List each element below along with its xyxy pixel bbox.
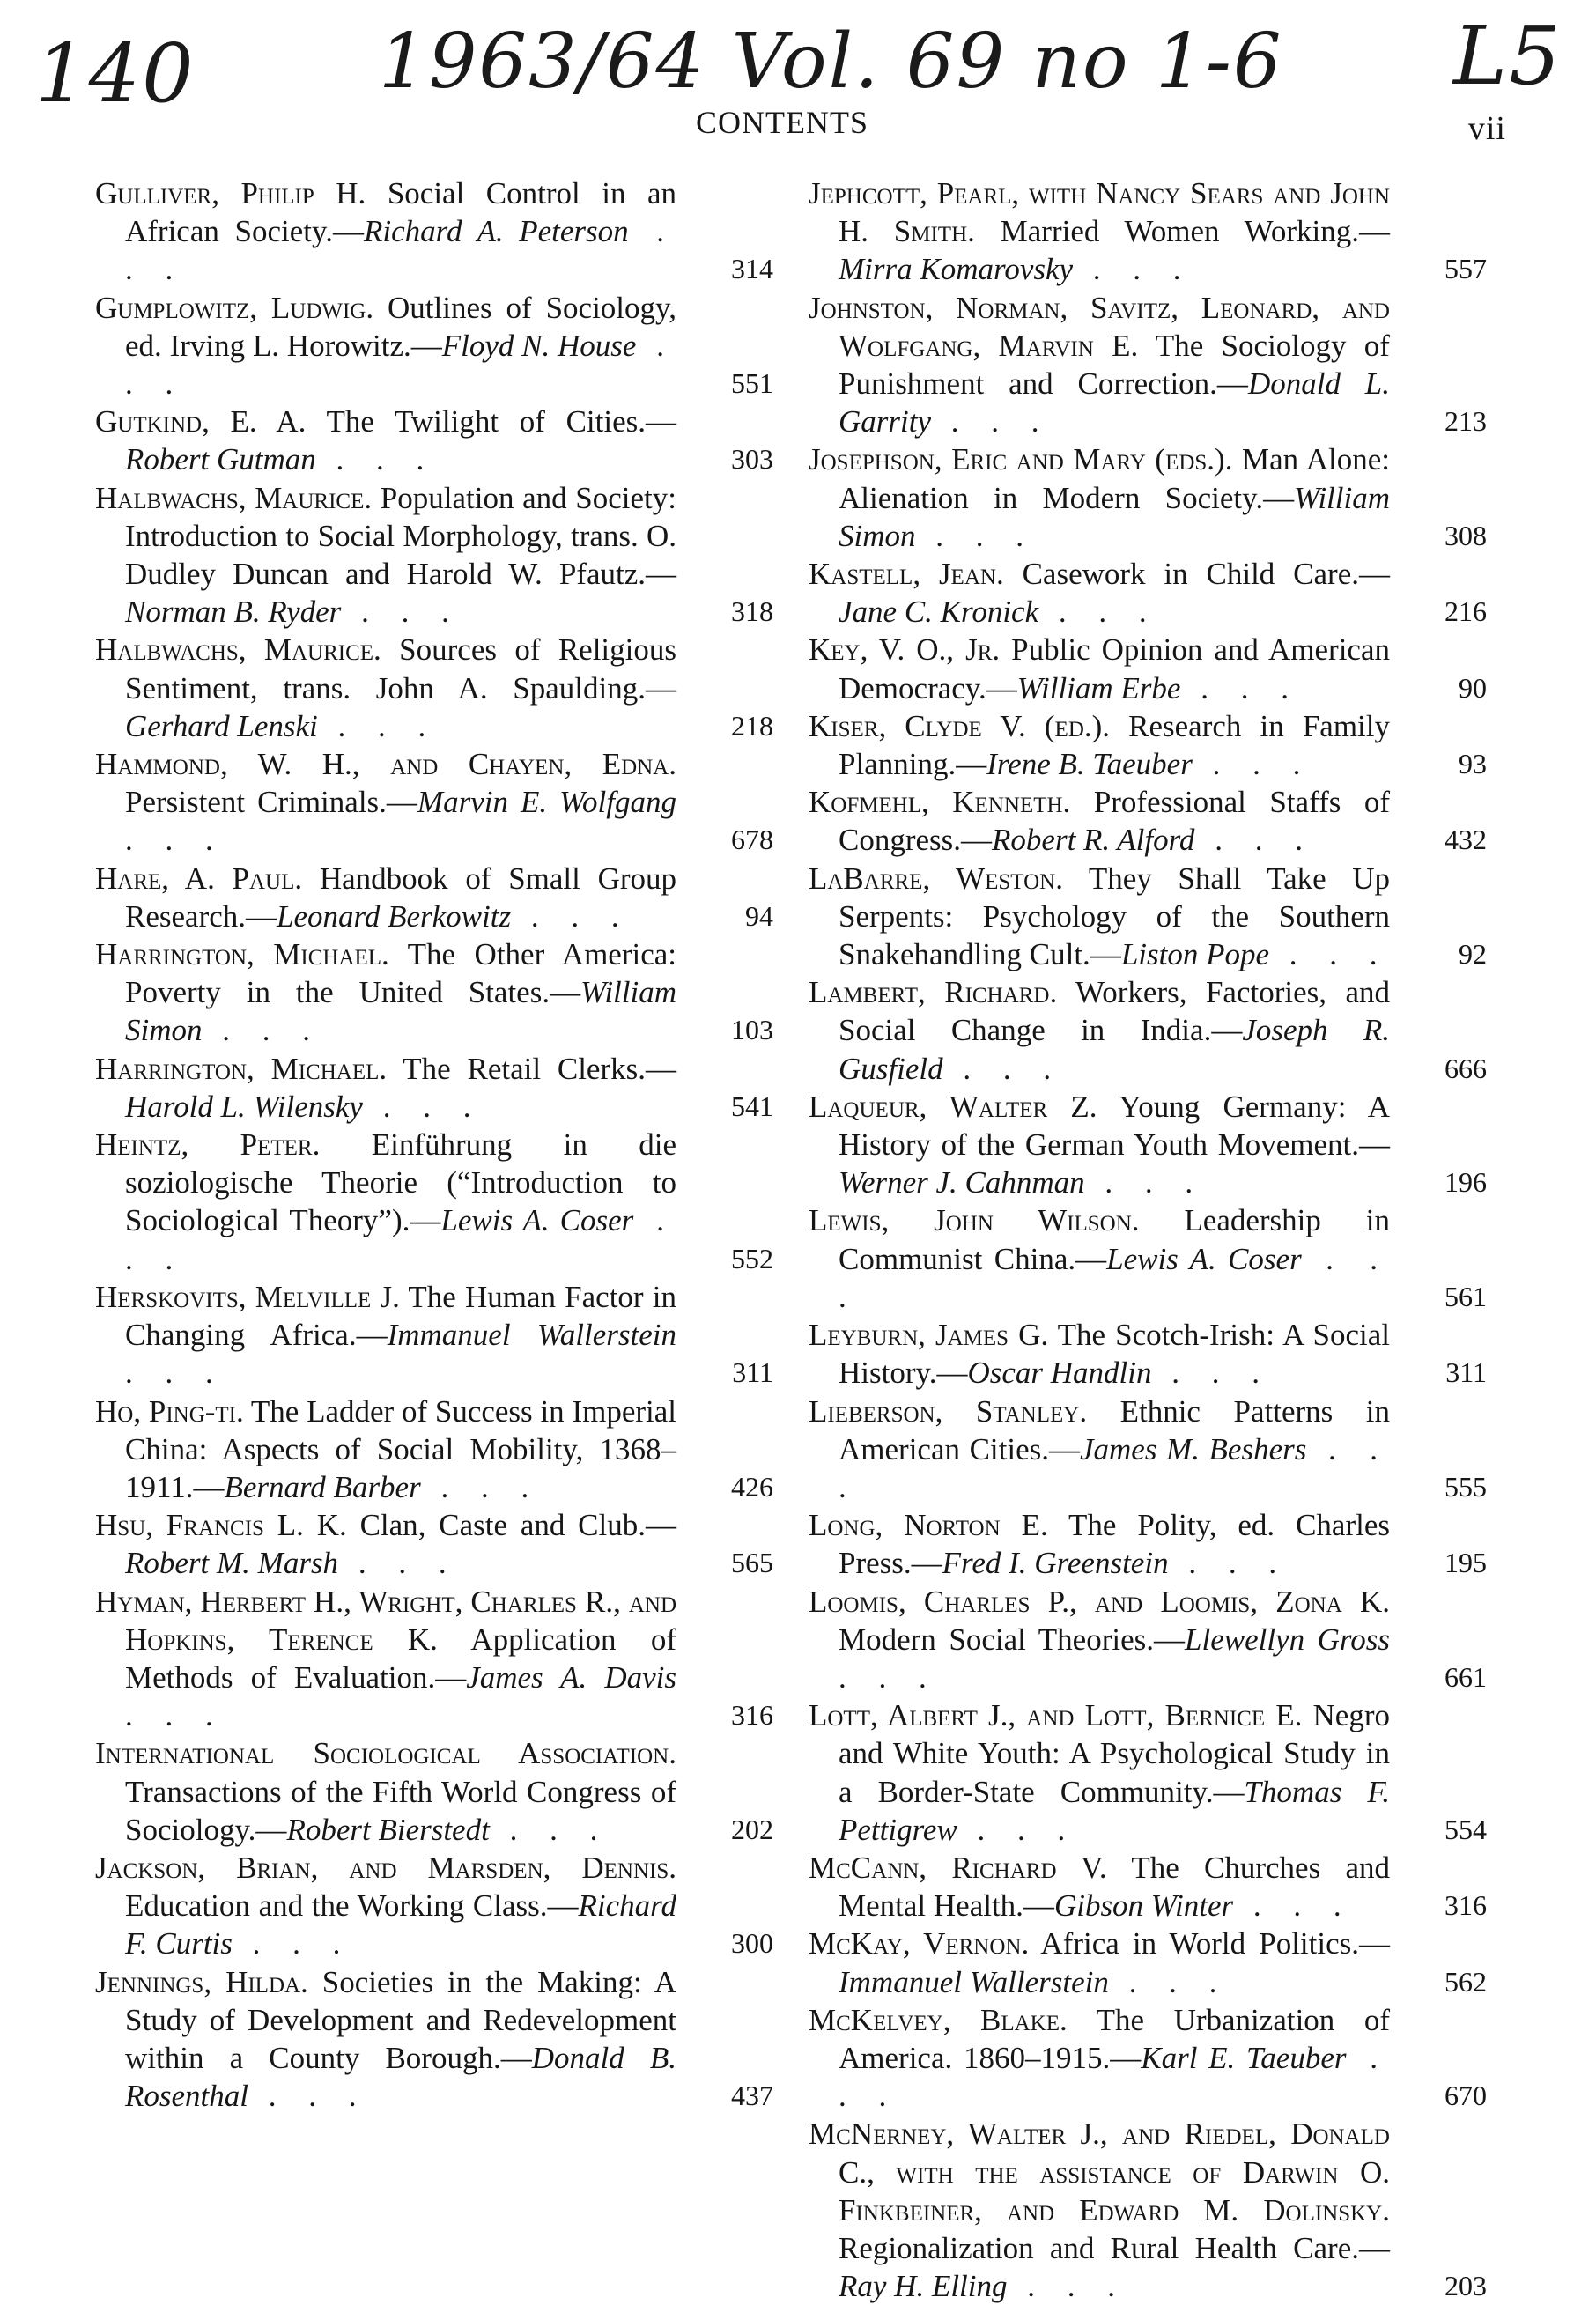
entry-reviewer: William Erbe: [1016, 670, 1181, 706]
book-entry: [809, 783, 1487, 859]
entry-page: 561: [1445, 1280, 1487, 1312]
entry-author: LaBarre, Weston.: [809, 861, 1063, 896]
entry-author: Herskovits, Melville J.: [95, 1279, 400, 1314]
entry-author: Hsu, Francis L. K.: [95, 1508, 347, 1543]
book-entry: [95, 1506, 773, 1582]
entry-author: Lott, Albert J., and Lott, Bernice E.: [809, 1698, 1303, 1733]
leader-dots: . . .: [1073, 252, 1193, 287]
leader-dots: . . .: [1180, 670, 1301, 706]
leader-dots: . . .: [125, 1356, 225, 1391]
entry-reviewer: Norman B. Ryder: [125, 595, 342, 630]
entry-title: Research in Family Planning.—: [839, 708, 1391, 782]
book-entry: [95, 860, 773, 935]
entry-page: 316: [1445, 1889, 1487, 1922]
entry-page: 555: [1445, 1470, 1487, 1503]
entry-author: McKay, Vernon.: [809, 1926, 1030, 1961]
entry-reviewer: Liston Pope: [1120, 937, 1270, 972]
entry-reviewer: Richard F. Curtis: [125, 1888, 676, 1961]
entry-reviewer: Leonard Berkowitz: [277, 898, 512, 934]
entry-page: 218: [731, 709, 773, 742]
entry-author: Gumplowitz, Ludwig.: [95, 290, 374, 325]
entry-reviewer: Robert M. Marsh: [125, 1546, 339, 1581]
entry-author: McNerney, Walter J., and Riedel, Donald C., with the assistance of Darwin O. Finkbeiner, and Edward M. Dolinsky.: [809, 2117, 1390, 2227]
entry-author: Kofmehl, Kenneth.: [809, 785, 1071, 820]
entry-author: International Sociological Association.: [95, 1736, 676, 1771]
leader-dots: . . .: [957, 1812, 1078, 1847]
book-entry: [809, 631, 1487, 706]
entry-reviewer: Immanuel Wallerstein: [387, 1318, 676, 1353]
book-entry: [809, 860, 1487, 974]
entry-title: Leadership in Communist China.—: [839, 1203, 1390, 1276]
entry-title: Professional Staffs of Congress.—: [839, 785, 1391, 858]
entry-reviewer: James M. Beshers: [1080, 1431, 1307, 1466]
entry-title: Handbook of Small Group Research.—: [125, 861, 676, 934]
entry-author: Lambert, Richard.: [809, 975, 1058, 1010]
book-entry: [809, 1088, 1487, 1202]
leader-dots: . . .: [1233, 1888, 1354, 1924]
entry-reviewer: Fred I. Greenstein: [942, 1546, 1169, 1581]
entry-page: 196: [1445, 1166, 1487, 1199]
entry-author: Heintz, Peter.: [95, 1127, 321, 1163]
entry-page: 437: [731, 2080, 773, 2112]
entry-title: Public Opinion and American Democracy.—: [839, 632, 1391, 706]
entry-author: Kiser, Clyde V. (ed.).: [809, 708, 1111, 743]
entry-title: The Twilight of Cities.—: [326, 404, 677, 440]
left-column: [95, 174, 773, 2115]
entry-page: 213: [1445, 405, 1487, 438]
entry-reviewer: Lewis A. Coser: [440, 1203, 634, 1238]
entry-title: Negro and White Youth: A Psychological Study in a Border-State Community.—: [839, 1698, 1390, 1809]
entry-reviewer: Oscar Handlin: [967, 1356, 1152, 1391]
entry-page: 202: [731, 1813, 773, 1845]
entry-author: Halbwachs, Maurice.: [95, 632, 381, 668]
entry-author: Harrington, Michael.: [95, 937, 389, 972]
book-entry: [95, 1393, 773, 1507]
entry-title: Africa in World Politics.—: [1040, 1926, 1390, 1961]
book-entry: [95, 1126, 773, 1278]
entry-reviewer: Immanuel Wallerstein: [839, 1964, 1109, 1999]
book-entry: [95, 1849, 773, 1963]
entry-author: Jephcott, Pearl, with Nancy Sears and John H. Smith.: [809, 176, 1390, 249]
entry-reviewer: Gibson Winter: [1053, 1888, 1234, 1924]
leader-dots: . . .: [1007, 2269, 1127, 2304]
leader-dots: . . .: [341, 595, 462, 630]
entry-title: They Shall Take Up Serpents: Psychology of the Southern Snakehandling Cult.—: [839, 861, 1391, 972]
entry-reviewer: Harold L. Wilensky: [125, 1089, 363, 1124]
entry-reviewer: Marvin E. Wolfgang: [417, 785, 676, 820]
leader-dots: . . .: [125, 1698, 225, 1733]
entry-title: Casework in Child Care.—: [1022, 557, 1390, 592]
leader-dots: . . .: [1194, 823, 1315, 858]
entry-author: Jackson, Brian, and Marsden, Dennis.: [95, 1850, 676, 1885]
entry-author: Josephson, Eric and Mary (eds.).: [809, 442, 1233, 477]
leader-dots: . . .: [511, 898, 632, 934]
entry-reviewer: Llewellyn Gross: [1185, 1622, 1390, 1657]
entry-reviewer: Richard A. Peterson: [363, 214, 629, 249]
entry-reviewer: Ray H. Elling: [839, 2269, 1008, 2304]
entry-title: Societies in the Making: A Study of Development and Redevelopment within a County Borough.—: [125, 1964, 677, 2075]
leader-dots: . . .: [839, 1241, 1391, 1314]
entry-reviewer: Werner J. Cahnman: [839, 1165, 1085, 1201]
entry-reviewer: Joseph R. Gusfield: [839, 1013, 1390, 1086]
entry-page: 308: [1445, 519, 1487, 551]
entry-author: Long, Norton E.: [809, 1508, 1048, 1543]
book-entry: [809, 1849, 1487, 1925]
leader-dots: . . .: [1151, 1356, 1273, 1391]
leader-dots: . . .: [420, 1469, 542, 1504]
entry-page: 432: [1445, 824, 1487, 856]
entry-title: Workers, Factories, and Social Change in India.—: [839, 975, 1390, 1048]
entry-page: 552: [731, 1242, 773, 1274]
leader-dots: . . .: [125, 823, 225, 858]
book-entry: [809, 1583, 1487, 1697]
book-entry: [809, 707, 1487, 783]
entry-title: Young Germany: A History of the German Youth Movement.—: [839, 1089, 1390, 1163]
entry-title: The Urbanization of America. 1860–1915.—: [839, 2002, 1390, 2075]
entry-title: Clan, Caste and Club.—: [359, 1508, 677, 1543]
entry-title: The Scotch-Irish: A Social History.—: [839, 1318, 1390, 1391]
book-entry: [809, 2001, 1487, 2116]
entry-title: Population and Society: Introduction to Social Morphology, trans. O. Dudley Duncan and Harold W. Pfautz.—: [125, 480, 676, 592]
entry-page: 554: [1445, 1813, 1487, 1845]
entry-author: Kastell, Jean.: [809, 557, 1004, 592]
entry-title: Ethnic Patterns in American Cities.—: [839, 1393, 1390, 1466]
entry-author: Halbwachs, Maurice.: [95, 480, 373, 515]
entry-author: Johnston, Norman, Savitz, Leonard, and Wolfgang, Marvin E.: [809, 290, 1390, 363]
page-number: vii: [1467, 110, 1506, 147]
entry-page: 314: [731, 253, 773, 285]
book-entry: [809, 1925, 1487, 2000]
entry-reviewer: Jane C. Kronick: [839, 595, 1039, 630]
leader-dots: . . .: [1038, 595, 1159, 630]
leader-dots: . . .: [125, 328, 676, 402]
entry-author: Jennings, Hilda.: [95, 1964, 308, 1999]
entry-title: Transactions of the Fifth World Congress of Sociology.—: [125, 1774, 676, 1847]
book-entry: [95, 1050, 773, 1126]
leader-dots: . . .: [839, 1659, 939, 1695]
book-entry: [809, 2115, 1487, 2305]
entry-page: 557: [1445, 253, 1487, 285]
entry-title: The Retail Clerks.—: [403, 1051, 676, 1086]
entry-reviewer: Gerhard Lenski: [125, 708, 318, 743]
entry-reviewer: Robert Gutman: [125, 442, 316, 477]
page-heading: CONTENTS: [696, 105, 868, 140]
entry-page: 666: [1445, 1052, 1487, 1084]
entry-author: Lewis, John Wilson.: [809, 1203, 1140, 1238]
entry-page: 670: [1445, 2080, 1487, 2112]
entry-page: 311: [732, 1356, 773, 1389]
book-entry: [95, 403, 773, 478]
entry-reviewer: Irene B. Taeuber: [986, 747, 1193, 782]
right-column: [809, 174, 1487, 2305]
entry-page: 318: [731, 595, 773, 628]
leader-dots: . . .: [202, 1013, 322, 1048]
book-entry: [809, 973, 1487, 1088]
entry-reviewer: William Simon: [839, 480, 1390, 553]
handwritten-note-left: 140: [35, 26, 196, 121]
entry-title: The Churches and Mental Health.—: [839, 1850, 1390, 1924]
book-entry: [95, 174, 773, 289]
entry-title: Regionalization and Rural Health Care.—: [839, 2230, 1390, 2265]
entry-page: 565: [731, 1547, 773, 1579]
entry-title: The Human Factor in Changing Africa.—: [125, 1279, 676, 1353]
leader-dots: . . .: [1192, 747, 1313, 782]
entry-author: Lieberson, Stanley.: [809, 1393, 1088, 1429]
leader-dots: . . .: [1269, 937, 1390, 972]
book-entry: [809, 1696, 1487, 1849]
entry-author: Hammond, W. H., and Chayen, Edna.: [95, 747, 676, 782]
leader-dots: . . .: [1084, 1165, 1206, 1201]
entry-title: The Polity, ed. Charles Press.—: [839, 1508, 1390, 1581]
leader-dots: . . .: [839, 2040, 1390, 2114]
leader-dots: . . .: [125, 214, 677, 287]
entry-title: Persistent Criminals.—: [125, 785, 417, 820]
entry-page: 661: [1445, 1660, 1487, 1693]
book-entry: [95, 1583, 773, 1735]
entry-title: Man Alone: Alienation in Modern Society.—: [839, 442, 1391, 515]
entry-reviewer: Mirra Komarovsky: [839, 252, 1074, 287]
book-entry: [809, 1201, 1487, 1316]
leader-dots: . . .: [248, 2079, 369, 2114]
entry-title: The Ladder of Success in Imperial China: Aspects of Social Mobility, 1368–1911.—: [125, 1393, 676, 1504]
entry-reviewer: Robert Bierstedt: [286, 1812, 490, 1847]
entry-page: 94: [745, 899, 773, 932]
book-entry: [95, 479, 773, 632]
book-entry: [809, 440, 1487, 555]
entry-reviewer: Lewis A. Coser: [1106, 1241, 1302, 1276]
entry-title: Outlines of Sociology, ed. Irving L. Horowitz.—: [125, 290, 677, 363]
entry-reviewer: Floyd N. House: [441, 328, 637, 363]
entry-page: 300: [731, 1927, 773, 1960]
entry-page: 426: [731, 1470, 773, 1503]
leader-dots: . . .: [1168, 1546, 1289, 1581]
entry-page: 541: [731, 1090, 773, 1122]
book-entry: [95, 631, 773, 745]
entry-title: Modern Social Theories.—: [839, 1622, 1185, 1657]
entry-reviewer: Robert R. Alford: [992, 823, 1195, 858]
entry-reviewer: James A. Davis: [466, 1659, 676, 1695]
entry-author: Key, V. O., Jr.: [809, 632, 1001, 668]
entry-title: Married Women Working.—: [1000, 214, 1390, 249]
leader-dots: . . .: [1108, 1964, 1230, 1999]
entry-page: 562: [1445, 1965, 1487, 1998]
entry-page: 203: [1445, 2270, 1487, 2302]
entry-author: Gulliver, Philip H.: [95, 176, 366, 211]
book-entry: [95, 1734, 773, 1849]
book-entry: [809, 555, 1487, 631]
entry-page: 93: [1459, 748, 1487, 780]
leader-dots: . . .: [315, 442, 437, 477]
leader-dots: . . .: [489, 1812, 610, 1847]
book-entry: [95, 745, 773, 860]
entry-page: 303: [731, 443, 773, 476]
entry-author: Ho, Ping-ti.: [95, 1393, 244, 1429]
entry-reviewer: Karl E. Taeuber: [1141, 2040, 1347, 2075]
leader-dots: . . .: [839, 1431, 1391, 1504]
entry-title: The Other America: Poverty in the United States.—: [125, 937, 676, 1010]
entry-reviewer: Bernard Barber: [224, 1469, 421, 1504]
entry-author: McKelvey, Blake.: [809, 2002, 1068, 2037]
book-entry: [809, 1393, 1487, 1507]
book-entry: [95, 935, 773, 1050]
entry-title: Sources of Religious Sentiment, trans. John A. Spaulding.—: [125, 632, 677, 706]
entry-title: Education and the Working Class.—: [125, 1888, 579, 1924]
book-entry: [95, 1963, 773, 2116]
leader-dots: . . .: [317, 708, 439, 743]
entry-author: Leyburn, James G.: [809, 1318, 1049, 1353]
leader-dots: . . .: [232, 1926, 353, 1961]
entry-reviewer: Thomas F. Pettigrew: [839, 1774, 1390, 1847]
handwritten-note-right: L5: [1453, 9, 1563, 103]
entry-page: 311: [1445, 1356, 1487, 1389]
book-entry: [809, 289, 1487, 441]
entry-page: 316: [731, 1699, 773, 1732]
entry-reviewer: Donald B. Rosenthal: [125, 2040, 676, 2114]
entry-author: Gutkind, E. A.: [95, 404, 307, 440]
entry-page: 92: [1459, 938, 1487, 971]
entry-page: 216: [1445, 595, 1487, 628]
entry-author: Hare, A. Paul.: [95, 861, 303, 896]
entry-title: The Sociology of Punishment and Correction.—: [839, 328, 1390, 402]
entry-author: McCann, Richard V.: [809, 1850, 1107, 1885]
entry-author: Laqueur, Walter Z.: [809, 1089, 1097, 1124]
entry-title: Social Control in an African Society.—: [125, 176, 676, 249]
leader-dots: . . .: [338, 1546, 459, 1581]
leader-dots: . . .: [362, 1089, 484, 1124]
book-entry: [809, 174, 1487, 289]
entry-reviewer: Donald L. Garrity: [839, 366, 1390, 440]
book-entry: [809, 1316, 1487, 1392]
entry-author: Hyman, Herbert H., Wright, Charles R., and Hopkins, Terence K.: [95, 1584, 676, 1657]
entry-title: Einführung in die soziologische Theorie (“Introduction to Sociological Theory”).—: [125, 1127, 676, 1238]
book-entry: [95, 289, 773, 403]
entry-page: 551: [731, 367, 773, 400]
handwritten-note-center: 1963/64 Vol. 69 no 1-6: [379, 18, 1283, 106]
entry-reviewer: William Simon: [125, 975, 676, 1048]
leader-dots: . . .: [125, 1203, 677, 1276]
entry-author: Harrington, Michael.: [95, 1051, 388, 1086]
book-entry: [95, 1278, 773, 1393]
leader-dots: . . .: [915, 518, 1036, 553]
entry-title: Application of Methods of Evaluation.—: [125, 1622, 676, 1695]
entry-page: 103: [731, 1014, 773, 1046]
leader-dots: . . .: [942, 1051, 1064, 1086]
entry-author: Loomis, Charles P., and Loomis, Zona K.: [809, 1584, 1390, 1619]
entry-page: 678: [731, 824, 773, 856]
entry-page: 195: [1445, 1547, 1487, 1579]
book-entry: [809, 1506, 1487, 1582]
entry-page: 90: [1459, 671, 1487, 704]
leader-dots: . . .: [931, 404, 1052, 440]
